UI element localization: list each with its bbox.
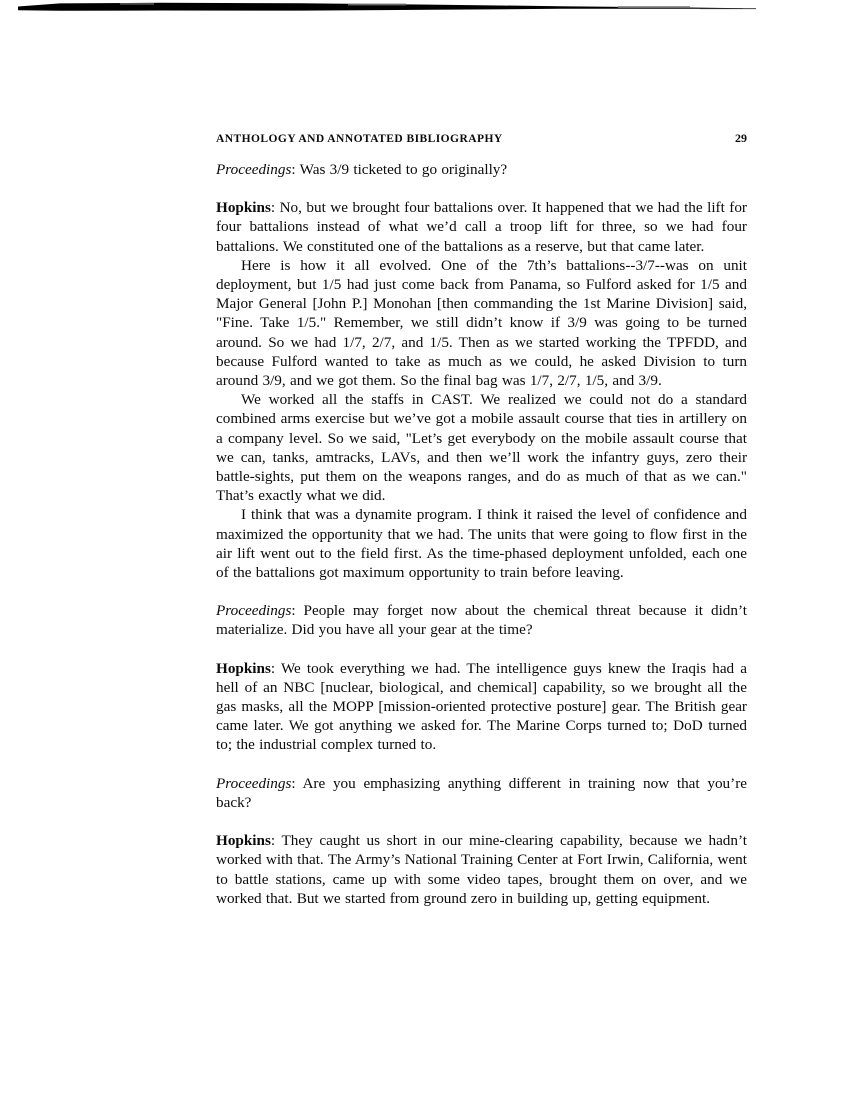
paragraph-answer-1: [216, 198, 747, 256]
paragraph-body: Here is how it all evolved. One of the 7th’s battalions--3/7--was on unit deployment, but 1/5 had just come back from Panama, so Fulford asked for 1/5 and Major General [John P.] Monohan [then commanding the 1st Marine Division] said, "Fine. Take 1/5." Remember, we still didn’t know if 3/9 was going to be turned around. So we had 1/7, 2/7, and 1/5. Then as we started working the TPFDD, and because Fulford wanted to take as much as we could, he asked Division to turn around 3/9, and we got them. So the final bag was 1/7, 2/7, 1/5, and 3/9.: [216, 256, 747, 390]
paragraph-body: : Was 3/9 ticketed to go originally?: [291, 161, 508, 178]
paragraph-body: I think that was a dynamite program. I think it raised the level of confidence and maximized the opportunity that we had. The units that were going to flow first in the air lift went out to the field first. As the time-phased deployment unfolded, each one of the battalions got maximum opportunity to train before leaving.: [216, 506, 747, 582]
paragraph-body: : We took everything we had. The intelligence guys knew the Iraqis had a hell of an NBC [nuclear, biological, and chemical] capability, so we brought all the gas masks, all the MOPP [mission-oriented protective posture] gear. The British gear came later. We got anything we asked for. The Marine Corps turned to; DoD turned to; the industrial complex turned to.: [216, 659, 747, 754]
paragraph-body: : They caught us short in our mine-clearing capability, because we hadn’t worked with that. The Army’s National Training Center at Fort Irwin, California, went to battle stations, came up with some video tapes, brought them on over, and we worked that. But we started from ground zero in building up, getting equipment.: [216, 832, 747, 907]
speaker-label-proceedings: Proceedings: [216, 161, 292, 178]
speaker-label-proceedings: Proceedings: [216, 602, 292, 620]
scan-artifact-streak: [0, 0, 864, 18]
text-column: [216, 131, 747, 908]
speaker-label-hopkins: Hopkins: [216, 659, 271, 677]
page-number: 29: [735, 131, 747, 145]
speaker-label-proceedings: Proceedings: [216, 774, 292, 792]
paragraph-question-1: [216, 160, 747, 179]
paragraph-body: : Are you emphasizing anything different in training now that you’re back?: [216, 774, 747, 811]
paragraph-body: : No, but we brought four battalions over. It happened that we had the lift for four battalions instead of what we’d call a troop lift for three, so we had four battalions. We constituted one of the battalions as a reserve, but that came later.: [216, 199, 747, 255]
paragraph-body: : People may forget now about the chemical threat because it didn’t materialize. Did you have all your gear at the time?: [216, 602, 747, 639]
paragraph-body: We worked all the staffs in CAST. We realized we could not do a standard combined arms exercise but we’ve got a mobile assault course that ties in artillery on a company level. So we said, "Let’s get everybody on the mobile assault course that we can, tanks, amtracks, LAVs, and then we’ll work the infantry guys, zero their battle-sights, put them on the weapons ranges, and do as much of that as we can." That’s exactly what we did.: [216, 391, 747, 505]
paragraph-answer-2: [216, 659, 747, 755]
header-title: ANTHOLOGY AND ANNOTATED BIBLIOGRAPHY: [216, 133, 503, 145]
speaker-label-hopkins: Hopkins: [216, 832, 271, 850]
paragraph-answer-3: [216, 831, 747, 908]
paragraph-answer-1-continuation-1: [216, 256, 747, 390]
paragraph-answer-1-continuation-2: [216, 390, 747, 505]
paragraph-answer-1-continuation-3: [216, 505, 747, 582]
speaker-label-hopkins: Hopkins: [216, 199, 271, 217]
paragraph-question-3: [216, 774, 747, 812]
paragraph-question-2: [216, 601, 747, 639]
running-header: [216, 131, 747, 146]
